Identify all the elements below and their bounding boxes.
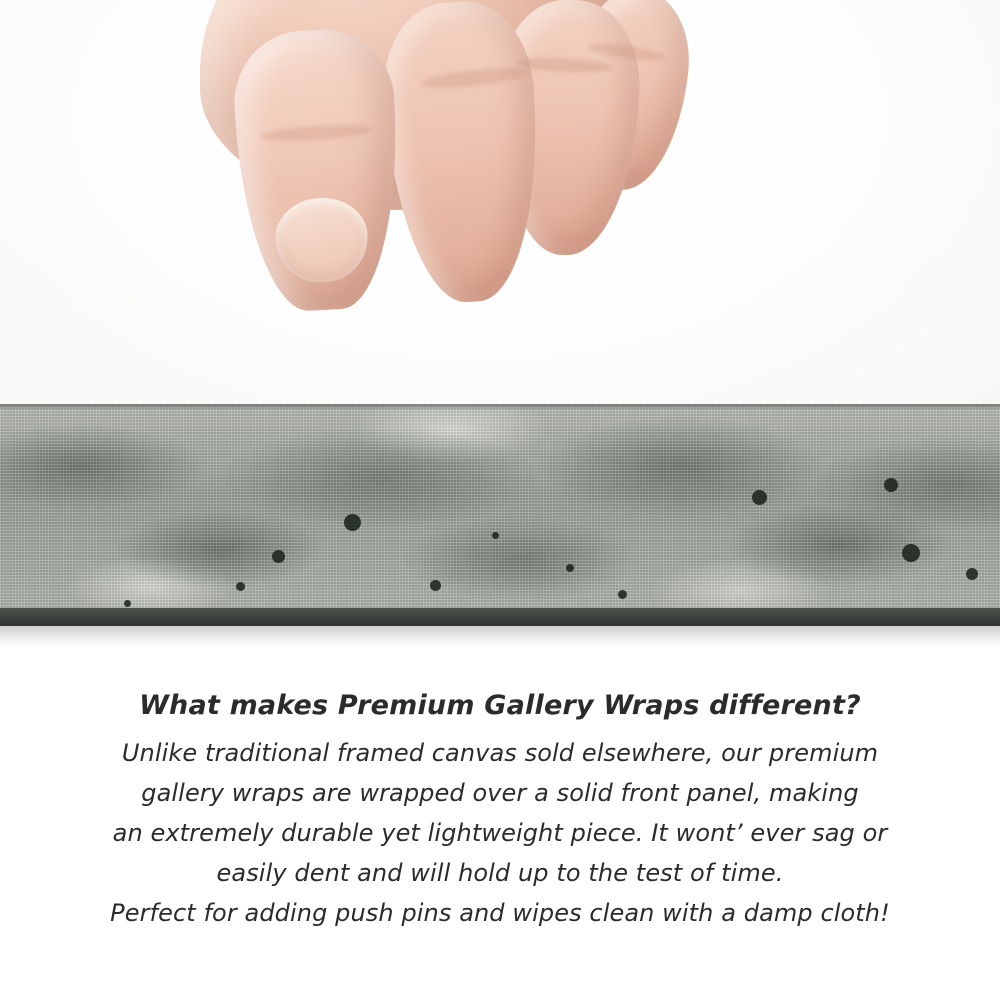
canvas-speck [752,490,767,505]
canvas-speck [884,478,898,492]
canvas-drop-shadow [0,626,1000,642]
finger-index [378,0,549,307]
caption-block [0,690,1000,933]
canvas-speck [966,568,978,580]
canvas-speck [272,550,285,563]
hand-illustration [120,0,680,440]
caption-line-5: Perfect for adding push pins and wipes clean with a damp cloth! [110,899,890,927]
finger-thumb-pressing [231,26,405,314]
caption-line-3: an extremely durable yet lightweight piece. It wont’ ever sag or [112,819,888,847]
caption-title: What makes Premium Gallery Wraps different? [139,690,861,721]
canvas-speck [344,514,361,531]
canvas-speck [492,532,499,539]
caption-line-2: gallery wraps are wrapped over a solid front panel, making [141,779,859,807]
canvas-top-shadow [0,404,1000,410]
canvas-speck [566,564,574,572]
caption-line-1: Unlike traditional framed canvas sold elsewhere, our premium [121,739,879,767]
canvas-speck [124,600,131,607]
caption-line-4: easily dent and will hold up to the test of time. [216,859,784,887]
canvas-speck [430,580,441,591]
fingernail [274,196,370,285]
canvas-speck [902,544,920,562]
canvas-speck [618,590,627,599]
canvas-wrap-edge [0,404,1000,626]
canvas-weave-texture [0,404,1000,612]
canvas-speck [236,582,245,591]
canvas-back-edge [0,608,1000,626]
